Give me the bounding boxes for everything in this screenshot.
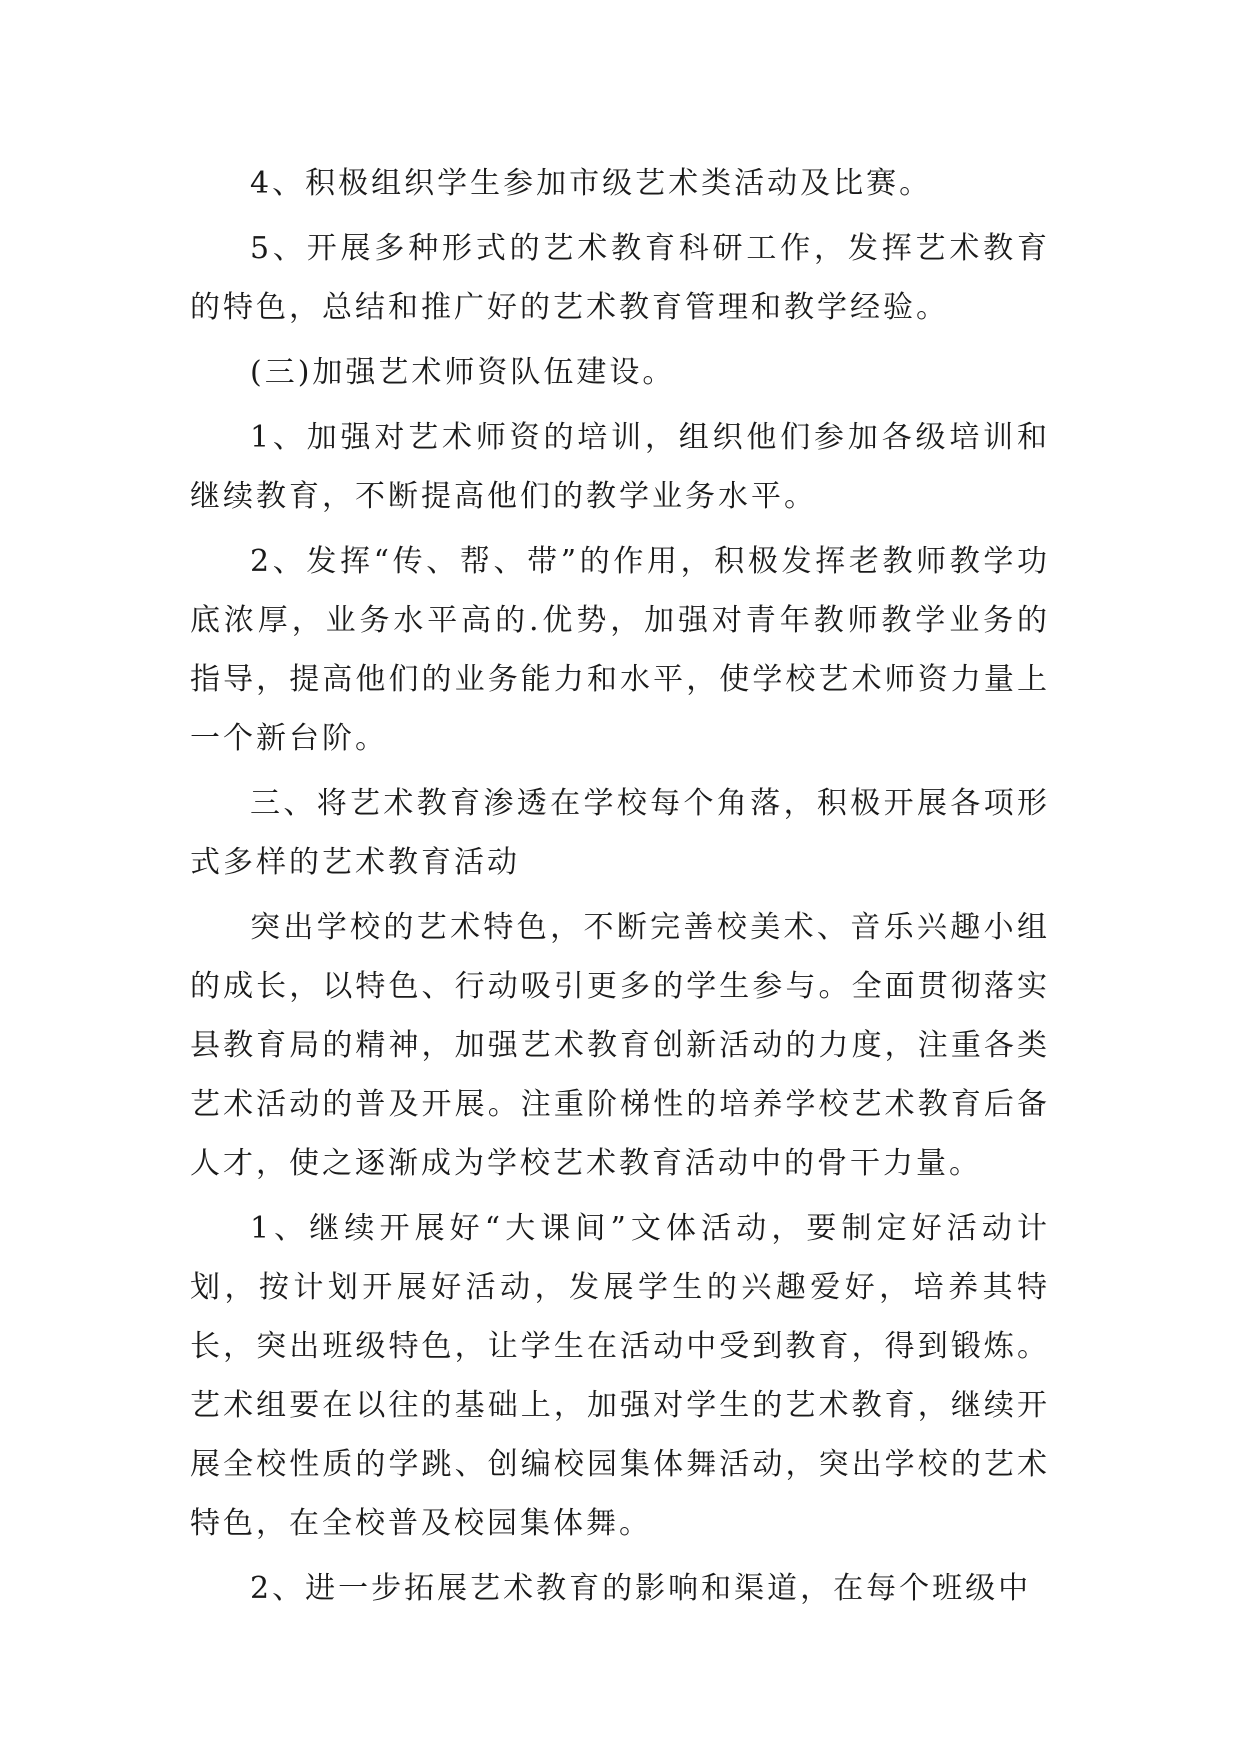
paragraph-item-5: 5、开展多种形式的艺术教育科研工作，发挥艺术教育的特色，总结和推广好的艺术教育管理和教学经验。 (190, 231, 1050, 325)
section-heading-art-activities: 三、将艺术教育渗透在学校每个角落，积极开展各项形式多样的艺术教育活动 (190, 786, 1050, 880)
paragraph-art-features: 突出学校的艺术特色，不断完善校美术、音乐兴趣小组的成长，以特色、行动吸引更多的学生参与。全面贯彻落实县教育局的精神，加强艺术教育创新活动的力度，注重各类艺术活动的普及开展。注重阶梯性的培养学校艺术教育后备人才，使之逐渐成为学校艺术教育活动中的骨干力量。 (190, 910, 1050, 1181)
paragraph-teacher-training: 1、加强对艺术师资的培训，组织他们参加各级培训和继续教育，不断提高他们的教学业务水平。 (190, 420, 1050, 514)
paragraph-mentoring: 2、发挥“传、帮、带”的作用，积极发挥老教师教学功底浓厚，业务水平高的.优势，加强对青年教师教学业务的指导，提高他们的业务能力和水平，使学校艺术师资力量上一个新台阶。 (190, 544, 1050, 756)
paragraph-item-4: 4、积极组织学生参加市级艺术类活动及比赛。 (250, 166, 933, 201)
paragraph-recess-activities: 1、继续开展好“大课间”文体活动，要制定好活动计划，按计划开展好活动，发展学生的兴趣爱好，培养其特长，突出班级特色，让学生在活动中受到教育，得到锻炼。艺术组要在以往的基础上，加强对学生的艺术教育，继续开展全校性质的学跳、创编校园集体舞活动，突出学校的艺术特色，在全校普及校园集体舞。 (190, 1211, 1050, 1541)
paragraph-expand-channels: 2、进一步拓展艺术教育的影响和渠道，在每个班级中 (250, 1571, 1032, 1606)
section-heading-teacher-team: (三)加强艺术师资队伍建设。 (250, 355, 676, 390)
document-body (190, 154, 1050, 1624)
